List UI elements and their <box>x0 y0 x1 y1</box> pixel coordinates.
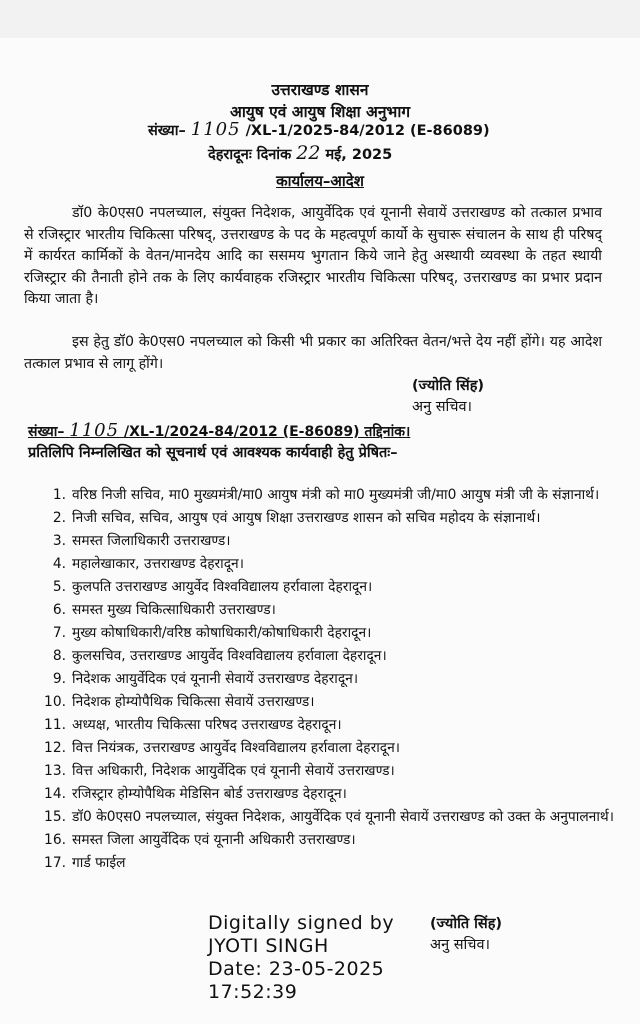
reference-handwritten-number: 1105 <box>190 119 241 140</box>
reference-code: /XL-1/2025-84/2012 (E-86089) <box>245 123 490 139</box>
recipient-item <box>0 600 640 621</box>
recipient-item <box>0 784 640 805</box>
recipient-item <box>0 577 640 598</box>
body-paragraph-1-text: डॉ0 के0एस0 नपलच्याल, संयुक्त निदेशक, आयुर्वेदिक एवं यूनानी सेवायें उत्तराखण्ड को तत्काल प्रभाव से रजिस्ट्रार भारतीय चिकित्सा परिषद्, उत्तराखण्ड के पद के महत्वपूर्ण कार्यो के सुचारू संचालन के साथ ही परिषद् में कार्यरत कार्मिकों के वेतन/मानदेय आदि का ससमय भुगतान किये जाने हेतु अस्थायी व्यवस्था के तहत स्थायी रजिस्ट्रार की तैनाती होने तक के लिए कार्यवाहक रजिस्ट्रार भारतीय चिकित्सा परिषद्, उत्तराखण्ड का प्रभार प्रदान किया जाता है। <box>24 205 602 308</box>
signatory-name: (ज्योति सिंह) <box>430 916 503 932</box>
recipient-text: समस्त मुख्य चिकित्साधिकारी उत्तराखण्ड। <box>72 602 276 618</box>
recipient-number: 12. <box>44 740 66 756</box>
recipient-number: 9. <box>52 671 66 687</box>
recipient-number: 11. <box>44 717 66 733</box>
recipient-number: 7. <box>52 625 66 641</box>
recipient-text: वित्त अधिकारी, निदेशक आयुर्वेदिक एवं यूनानी सेवायें उत्तराखण्ड। <box>72 763 395 779</box>
recipient-number: 3. <box>52 533 66 549</box>
recipient-number: 2. <box>52 510 66 526</box>
digital-signature-line: Digitally signed by <box>208 912 395 934</box>
recipient-item <box>0 715 640 736</box>
recipient-number: 15. <box>44 809 66 825</box>
recipient-text: मुख्य कोषाधिकारी/वरिष्ठ कोषाधिकारी/कोषाधिकारी देहरादून। <box>72 625 372 641</box>
recipient-number: 16. <box>44 832 66 848</box>
recipient-item <box>0 531 640 552</box>
signatory-designation: अनु सचिव। <box>430 937 491 953</box>
recipient-item <box>0 669 640 690</box>
recipient-item <box>0 508 640 529</box>
date-line <box>208 142 392 164</box>
date-suffix: मई, 2025 <box>325 147 393 163</box>
copy-reference-label: संख्या– <box>28 424 65 440</box>
recipient-number: 14. <box>44 786 66 802</box>
recipient-text: गार्ड फाईल <box>72 855 126 871</box>
recipient-number: 1. <box>52 487 66 503</box>
body-paragraph-2 <box>24 332 602 375</box>
recipient-text: रजिस्ट्रार होम्योपैथिक मेडिसिन बोर्ड उत्तराखण्ड देहरादून। <box>72 786 347 802</box>
recipient-text: वरिष्ठ निजी सचिव, मा0 मुख्यमंत्री/मा0 आयुष मंत्री को मा0 मुख्यमंत्री जी/मा0 आयुष मंत्री जी के संज्ञानार्थ। <box>72 487 600 503</box>
recipient-item <box>0 830 640 851</box>
document-page <box>0 38 640 1024</box>
recipient-item <box>0 554 640 575</box>
recipient-number: 6. <box>52 602 66 618</box>
reference-label: संख्या– <box>148 123 186 139</box>
recipient-text: कुलसचिव, उत्तराखण्ड आयुर्वेद विश्वविद्यालय हर्रावाला देहरादून। <box>72 648 387 664</box>
order-title: कार्यालय–आदेश <box>276 172 364 190</box>
recipient-text: महालेखाकार, उत्तराखण्ड देहरादून। <box>72 556 244 572</box>
recipient-number: 17. <box>44 855 66 871</box>
signatory-designation: अनु सचिव। <box>412 399 473 415</box>
recipient-text: निजी सचिव, सचिव, आयुष एवं आयुष शिक्षा उत्तराखण्ड शासन को सचिव महोदय के संज्ञानार्थ। <box>72 510 541 526</box>
copy-reference-code: /XL-1/2024-84/2012 (E-86089) तद्दिनांक। <box>123 424 411 440</box>
signatory-block-top <box>412 376 484 418</box>
recipient-text: वित्त नियंत्रक, उत्तराखण्ड आयुर्वेद विश्वविद्यालय हर्रावाला देहरादून। <box>72 740 400 756</box>
recipient-text: कुलपति उत्तराखण्ड आयुर्वेद विश्वविद्यालय हर्रावाला देहरादून। <box>72 579 373 595</box>
body-paragraph-1 <box>24 203 602 311</box>
copy-reference-handwritten-number: 1105 <box>69 420 120 441</box>
reference-number <box>148 119 490 140</box>
recipient-number: 5. <box>52 579 66 595</box>
digital-signature-time: 17:52:39 <box>208 981 298 1003</box>
digital-signature-stamp <box>208 912 394 1004</box>
recipient-item <box>0 485 640 506</box>
recipient-text: समस्त जिलाधिकारी उत्तराखण्ड। <box>72 533 231 549</box>
recipient-item <box>0 692 640 713</box>
recipient-item <box>0 807 640 828</box>
recipient-text: डॉ0 के0एस0 नपलच्याल, संयुक्त निदेशक, आयुर्वेदिक एवं यूनानी सेवायें उत्तराखण्ड को उक्त के अनुपालनार्थ। <box>72 809 614 825</box>
recipient-item <box>0 853 640 874</box>
signatory-block-bottom <box>430 914 502 956</box>
digital-signature-date: Date: 23-05-2025 <box>208 958 385 980</box>
signatory-name: (ज्योति सिंह) <box>412 378 485 394</box>
date-prefix: देहरादूनः दिनांक <box>208 147 292 163</box>
recipient-item <box>0 623 640 644</box>
recipient-text: समस्त जिला आयुर्वेदिक एवं यूनानी अधिकारी उत्तराखण्ड। <box>72 832 356 848</box>
copy-intro: प्रतिलिपि निम्नलिखित को सूचनार्थ एवं आवश्यक कार्यवाही हेतु प्रेषितः– <box>28 445 398 461</box>
copy-reference-number <box>28 420 410 441</box>
recipient-item <box>0 738 640 759</box>
date-handwritten-day: 22 <box>296 142 321 164</box>
recipient-number: 13. <box>44 763 66 779</box>
department-name: आयुष एवं आयुष शिक्षा अनुभाग <box>229 103 411 121</box>
recipient-number: 4. <box>52 556 66 572</box>
recipient-item <box>0 761 640 782</box>
digital-signature-signer: JYOTI SINGH <box>208 935 329 957</box>
recipient-number: 10. <box>44 694 66 710</box>
recipient-item <box>0 646 640 667</box>
recipient-text: निदेशक होम्योपैथिक चिकित्सा सेवायें उत्तराखण्ड। <box>72 694 315 710</box>
government-name: उत्तराखण्ड शासन <box>271 81 369 99</box>
recipient-text: अध्यक्ष, भारतीय चिकित्सा परिषद उत्तराखण्ड देहरादून। <box>72 717 342 733</box>
recipient-number: 8. <box>52 648 66 664</box>
recipient-text: निदेशक आयुर्वेदिक एवं यूनानी सेवायें उत्तराखण्ड देहरादून। <box>72 671 359 687</box>
body-paragraph-2-text: इस हेतु डॉ0 के0एस0 नपलच्याल को किसी भी प्रकार का अतिरिक्त वेतन/भत्ते देय नहीं होंगे। यह आदेश तत्काल प्रभाव से लागू होंगे। <box>24 334 602 372</box>
recipient-list <box>0 485 640 876</box>
